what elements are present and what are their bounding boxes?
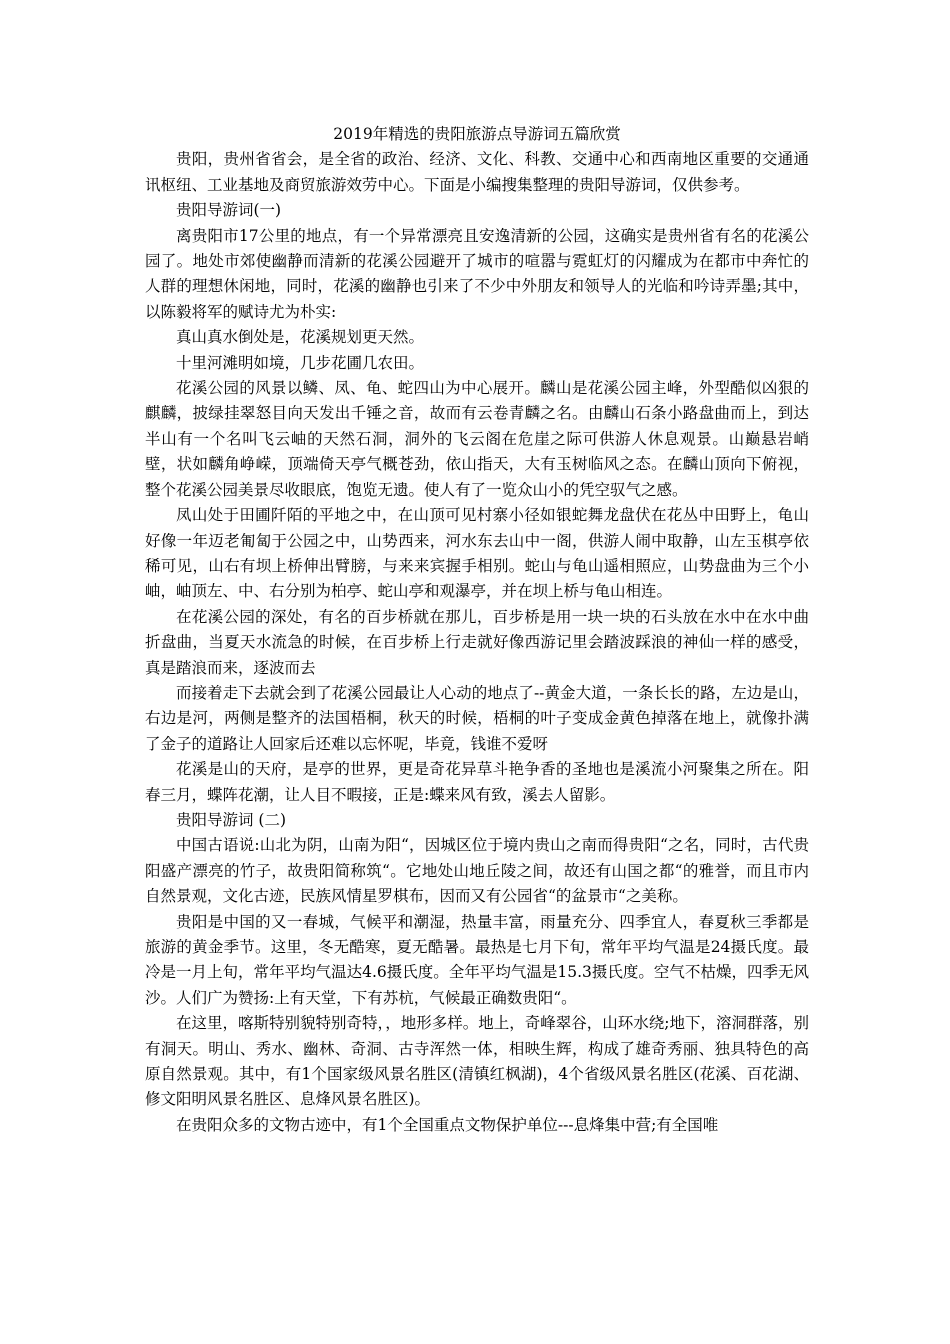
paragraph: 花溪是山的天府，是亭的世界，更是奇花异草斗艳争香的圣地也是溪流小河聚集之所在。阳春三月，蝶阵花潮，让人目不暇接，正是:蝶来风有致，溪去人留影。 xyxy=(145,760,809,804)
paragraph-intro: 贵阳，贵州省省会，是全省的政治、经济、文化、科教、交通中心和西南地区重要的交通通讯枢纽、工业基地及商贸旅游效劳中心。下面是小编搜集整理的贵阳导游词，仅供参考。 xyxy=(145,150,809,194)
paragraph: 在这里，喀斯特别貌特别奇特，，地形多样。地上，奇峰翠谷，山环水绕;地下，溶洞群落，别有洞天。明山、秀水、幽林、奇洞、古寺浑然一体，相映生辉，构成了雄奇秀丽、独具特色的高原自然景观。其中，有1个国家级风景名胜区(清镇红枫湖)，4个省级风景名胜区(花溪、百花湖、修文阳明风景名胜区、息烽风景名胜区)。 xyxy=(145,1014,809,1109)
poem-line: 真山真水倒处是，花溪规划更天然。 xyxy=(176,328,425,347)
paragraph: 在花溪公园的深处，有名的百步桥就在那儿，百步桥是用一块一块的石头放在水中在水中曲折盘曲，当夏天水流急的时候，在百步桥上行走就好像西游记里会踏波踩浪的神仙一样的感受，真是踏浪而来，逐波而去 xyxy=(145,607,809,677)
section-heading-2: 贵阳导游词 (二) xyxy=(176,810,287,829)
paragraph: 在贵阳众多的文物古迹中，有1个全国重点文物保护单位---息烽集中营;有全国唯 xyxy=(176,1115,719,1134)
paragraph: 花溪公园的风景以鳞、凤、龟、蛇四山为中心展开。麟山是花溪公园主峰，外型酷似凶狠的麒麟，披绿挂翠怒目向天发出千锤之音，故而有云卷青麟之名。由麟山石条小路盘曲而上，到达半山有一个名叫飞云岫的天然石洞，洞外的飞云阁在危崖之际可供游人休息观景。山巅悬岩峭壁，状如麟角峥嵘，顶端倚天亭气概苍劲，依山指天，大有玉树临风之态。在麟山顶向下俯视，整个花溪公园美景尽收眼底，饱览无遗。使人有了一览众山小的凭空驭气之感。 xyxy=(145,379,809,499)
paragraph: 离贵阳市17公里的地点，有一个异常漂亮且安逸清新的公园，这确实是贵州省有名的花溪公园了。地处市郊使幽静而清新的花溪公园避开了城市的喧嚣与霓虹灯的闪耀成为在都市中奔忙的人群的理想休闲地，同时，花溪的幽静也引来了不少中外朋友和领导人的光临和吟诗弄墨;其中，以陈毅将军的赋诗尤为朴实: xyxy=(145,226,809,321)
paragraph: 中国古语说:山北为阴，山南为阳“，因城区位于境内贵山之南而得贵阳“之名，同时，古代贵阳盛产漂亮的竹子，故贵阳简称筑“。它地处山地丘陵之间，故还有山国之都“的雅誉，而且市内自然景观，文化古迹，民族风情星罗棋布，因而又有公园省“的盆景市“之美称。 xyxy=(145,836,809,906)
paragraph: 贵阳是中国的又一春城，气候平和潮湿，热量丰富，雨量充分、四季宜人，春夏秋三季都是旅游的黄金季节。这里，冬无酷寒，夏无酷暑。最热是七月下旬，常年平均气温是24摄氏度。最冷是一月上旬，常年平均气温达4.6摄氏度。全年平均气温是15.3摄氏度。空气不枯燥，四季无风沙。人们广为赞扬:上有天堂，下有苏杭，气候最正确数贵阳“。 xyxy=(145,912,809,1007)
section-heading-1: 贵阳导游词(一) xyxy=(176,201,282,220)
document-page xyxy=(145,122,809,1138)
paragraph: 而接着走下去就会到了花溪公园最让人心动的地点了--黄金大道，一条长长的路，左边是山，右边是河，两侧是整齐的法国梧桐，秋天的时候，梧桐的叶子变成金黄色掉落在地上，就像扑满了金子的道路让人回家后还难以忘怀呢，毕竟，钱谁不爱呀 xyxy=(145,683,809,753)
document-title: 2019年精选的贵阳旅游点导游词五篇欣赏 xyxy=(333,125,621,143)
paragraph: 凤山处于田圃阡陌的平地之中，在山顶可见村寨小径如银蛇舞龙盘伏在花丛中田野上，龟山好像一年迈老匍匐于公园之中，山势西来，河水东去山中一阁，供游人闹中取静，山左玉棋亭依稀可见，山右有坝上桥伸出臂膀，与来来宾握手相别。蛇山与龟山遥相照应，山势盘曲为三个小岫，岫顶左、中、右分别为柏亭、蛇山亭和观瀑亭，并在坝上桥与龟山相连。 xyxy=(145,506,809,601)
poem-line: 十里河滩明如境，几步花圃几农田。 xyxy=(176,353,425,372)
